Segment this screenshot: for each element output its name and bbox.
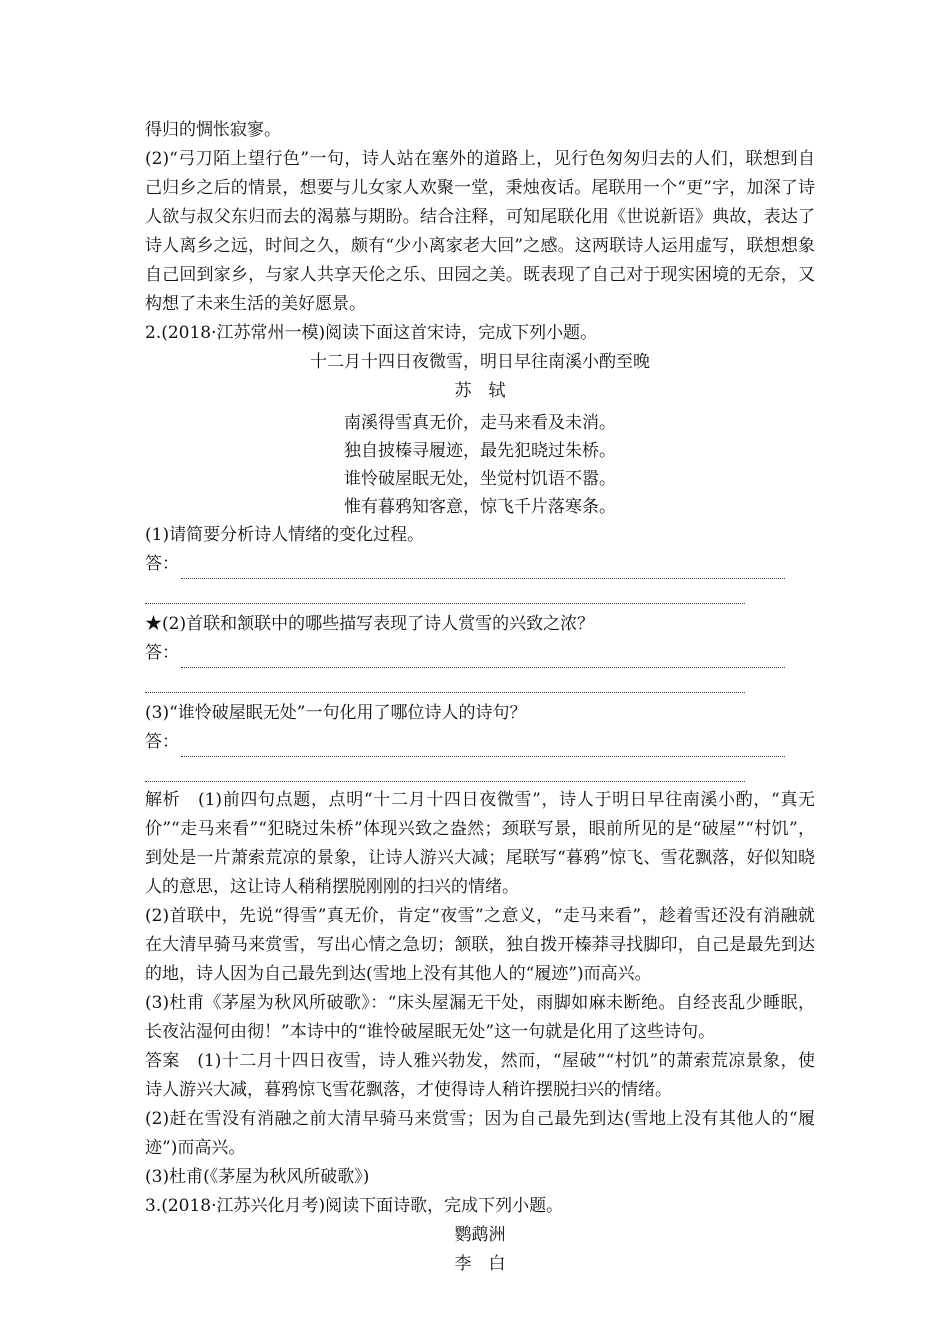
poem-line: 谁怜破屋眠无处，坐觉村饥语不嚣。 bbox=[344, 469, 616, 489]
answer-1: 答案 (1)十二月十四日夜雪，诗人雅兴勃发，然而，“屋破”“村饥”的萧索荒凉景象，使诗人游兴大减，暮鸦惊飞雪花飘落，才使得诗人稍许摆脱扫兴的情绪。 bbox=[145, 1051, 815, 1100]
answer-field-3[interactable] bbox=[145, 728, 815, 757]
answer-line[interactable] bbox=[145, 757, 745, 782]
answer-line[interactable] bbox=[181, 738, 785, 757]
poem-title: 十二月十四日夜微雪，明日早往南溪小酌至晚 bbox=[310, 352, 650, 372]
answer-field-2[interactable] bbox=[145, 639, 815, 668]
poem-line: 惟有暮鸦知客意，惊飞千片落寒条。 bbox=[344, 497, 616, 517]
answer-label: 答： bbox=[145, 732, 179, 752]
poem-line: 南溪得雪真无价，走马来看及未消。 bbox=[344, 413, 616, 433]
poem-author: 苏 轼 bbox=[454, 381, 506, 401]
answer-field-1[interactable] bbox=[145, 550, 815, 579]
analysis-2: (2)首联中，先说“得雪”真无价，肯定“夜雪”之意义，“走马来看”，趁着雪还没有消融就在大清早骑马来赏雪，写出心情之急切；颔联，独自拨开榛莽寻找脚印，自己是最先到达的地，诗人因为自己最先到达(雪地上没有其他人的“履迹”)而高兴。 bbox=[145, 906, 815, 984]
answer-label: 答： bbox=[145, 554, 179, 574]
answer-label: 答： bbox=[145, 643, 179, 663]
poem-line: 独自披榛寻履迹，最先犯晓过朱桥。 bbox=[344, 441, 616, 461]
answer-line[interactable] bbox=[181, 649, 785, 668]
document-page bbox=[145, 116, 815, 1279]
poem-title: 鹦鹉洲 bbox=[454, 1225, 506, 1245]
analysis-3: (3)杜甫《茅屋为秋风所破歌》：“床头屋漏无干处，雨脚如麻未断绝。自经丧乱少睡眠，长夜沾湿何由彻！”本诗中的“谁怜破屋眠无处”这一句就是化用了这些诗句。 bbox=[145, 993, 815, 1042]
prev-answer-part2: (2)“弓刀陌上望行色”一句，诗人站在塞外的道路上，见行色匆匆归去的人们，联想到自己归乡之后的情景，想要与儿女家人欢聚一堂，秉烛夜话。尾联用一个“更”字，加深了诗人欲与叔父东归而去的渴慕与期盼。结合注释，可知尾联化用《世说新语》典故，表达了诗人离乡之远，时间之久，颇有“少小离家老大回”之感。这两联诗人运用虚写，联想想象自己回到家乡，与家人共享天伦之乐、田园之美。既表现了自己对于现实困境的无奈，又构想了未来生活的美好愿景。 bbox=[145, 149, 815, 314]
sub-question-2: ★(2)首联和颔联中的哪些描写表现了诗人赏雪的兴致之浓？ bbox=[145, 614, 595, 634]
answer-line[interactable] bbox=[145, 579, 745, 604]
question-2-intro: 2.(2018·江苏常州一模)阅读下面这首宋诗，完成下列小题。 bbox=[145, 323, 598, 343]
answer-2: (2)赶在雪没有消融之前大清早骑马来赏雪；因为自己最先到达(雪地上没有其他人的“履迹”)而高兴。 bbox=[145, 1109, 815, 1158]
answer-line[interactable] bbox=[145, 668, 745, 693]
analysis-1: 解析 (1)前四句点题，点明“十二月十四日夜微雪”，诗人于明日早往南溪小酌，“真无价”“走马来看”“犯晓过朱桥”体现兴致之盎然；颈联写景，眼前所见的是“破屋”“村饥”，到处是一片萧索荒凉的景象，让诗人游兴大减；尾联写“暮鸦”惊飞、雪花飘落，好似知晓人的意思，这让诗人稍稍摆脱刚刚的扫兴的情绪。 bbox=[145, 790, 815, 897]
answer-line[interactable] bbox=[181, 560, 785, 579]
prev-answer-tail: 得归的惆怅寂寥。 bbox=[145, 120, 281, 140]
sub-question-3: (3)“谁怜破屋眠无处”一句化用了哪位诗人的诗句？ bbox=[145, 703, 527, 723]
question-3-intro: 3.(2018·江苏兴化月考)阅读下面诗歌，完成下列小题。 bbox=[145, 1196, 564, 1216]
answer-3: (3)杜甫(《茅屋为秋风所破歌》) bbox=[145, 1167, 370, 1187]
sub-question-1: (1)请简要分析诗人情绪的变化过程。 bbox=[145, 525, 425, 545]
poem-author: 李 白 bbox=[454, 1254, 506, 1274]
